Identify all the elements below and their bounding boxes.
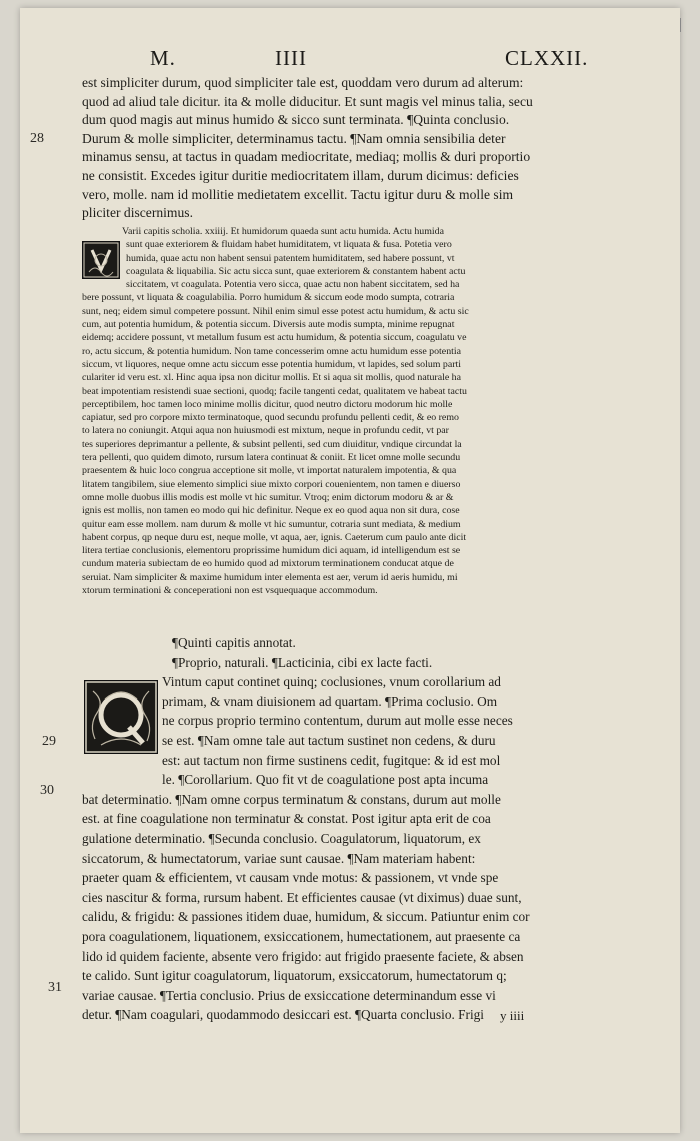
text-line: praesentem & huic loco congrua acceptione sit molle, vt importat naturalem impotentia, & qua [82,465,457,477]
text-line: cum, aut potentia humidum, & potentia siccum. Diversis aute modis sumpta, minime repugnat [82,319,455,331]
text-line: ne corpus proprio termino contentum, durum aut molle esse neces [162,713,513,729]
text-line: ne consistit. Excedes igitur duritie mediocritatem illam, durum dicimus: deficies [82,167,519,183]
text-line: cies nascitur & forma, rursum habent. Et efficientes causae (vt diximus) duae sunt, [82,889,522,905]
text-line: pora coagulationem, liquationem, exsiccationem, humectationem, aut praesente ca [82,928,521,944]
section-heading: ¶Quinti capitis annotat. [172,635,296,650]
text-line: ro, actu siccum, & potentia humidum. Non tame concesserim omne actu humidum esse potentia [82,345,461,357]
text-line: bere possunt, vt liquata & coagulabilia. Porro humidum & siccum eode modo sumpta, cotraria [82,292,455,304]
text-line: ¶Proprio, naturali. ¶Lacticinia, cibi ex lacte facti. [172,654,433,670]
text-line: le. ¶Corollarium. Quo fit vt de coagulatione post apta incuma [162,772,489,788]
header-signature: M. [150,46,176,70]
text-line: gulatione determinatio. ¶Secunda conclusio. Coagulatorum, liquatorum, ex [82,830,481,846]
text-line: litatem tangibilem, siue elemento simplici siue mixto corpori couenientem, non tamen e diuerso [82,478,461,490]
corner-mark [680,18,681,32]
signature-mark: y iiii [500,1008,525,1023]
header-folio-number: CLXXII. [505,46,589,70]
margin-number-29: 29 [42,734,56,749]
text-line: eidemq; accidere possunt, vt metallum fusum est actu humidum, & potentia siccum, coagulatu ve [82,332,467,344]
text-line: primam, & vnam diuisionem ad quartam. ¶Prima coclusio. Om [162,693,498,709]
scholia-text [82,225,612,597]
text-line: te calido. Sunt igitur coagulatorum, liquatorum, exsiccatorum, humectatorum q; [82,968,507,984]
text-line: capiatur, sed pro corpore mixto terminatoque, quod secundu profundu pellenti cedit, & eo remo [82,412,459,424]
text-line: tera pellenti, quo quidem dimoto, rursum latera continuat & coniit. Et licet omne molle secundu [82,452,461,464]
text-line: culariter id veru est. xl. Hinc aqua ipsa non dicitur mollis. Et si aqua sit mollis, quod naturale ha [82,372,462,384]
text-line: cundum materia subiectam de eo humido quod ad mixtorum terminationem conducat atque de [82,558,454,570]
text-line: quod ad aliud tale dicitur. ita & molle diducitur. Et sunt magis vel minus talia, secu [82,93,533,109]
text-line: est. at fine coagulatione non terminatur & constat. Post igitur apta erit de coa [82,811,491,827]
text-line: est simpliciter durum, quod simpliciter tale est, quoddam vero durum ad alterum: [82,75,524,90]
text-line: habent corpus, qp neque duru est, neque molle, vt aqua, aer, ignis. Caeterum cum paulo ante dicit [82,531,467,543]
text-line: calidu, & frigidu: & passiones itidem duae, humidum, & siccum. Patiuntur enim cor [82,909,530,925]
text-line: perceptibilem, hoc tamen loco minime mollis dicitur, quod neutro dictoru modorum hic molle [82,398,453,410]
book-page [20,8,680,1133]
text-line: siccum, vt liquores, neque omne actu siccum esse potentia humidum, vt lapides, sed solum parti [82,358,462,370]
text-line: variae causae. ¶Tertia conclusio. Prius de exsiccatione determinandum esse vi [82,987,496,1003]
text-line: dum quod magis aut minus humido & sicco sunt terminata. ¶Quinta conclusio. [82,112,510,128]
main-text-upper [82,74,612,223]
text-line: Vintum caput continet quinq; coclusiones, vnum corollarium ad [162,674,501,690]
margin-number-30: 30 [40,783,54,798]
text-line: quitur eam esse mollem. nam durum & molle vt hic sumuntur, cotraria sunt mediata, & medium [82,518,461,530]
text-line: minamus sensu, at tactus in quadam mediocritate, mediaq; mollis & duri proportio [82,149,531,165]
text-line: beat impotentiam resistendi suae sectioni, quodq; facile tangenti cedat, qualitatem ve habeat tactu [82,385,467,397]
header-book-number: IIII [275,46,307,70]
margin-number-28: 28 [30,131,44,146]
text-line: siccitatem, vt coagulata. Potentia vero sicca, quae actu non habent siccitatem, sed ha [126,279,460,291]
text-line: lido id quidem faciente, absente vero frigido: aut frigido praesente faciete, & absen [82,948,524,964]
text-line: pliciter discernimus. [82,205,193,221]
text-line: omne molle duobus illis modis est molle vt hic sumitur. Vtroq; enim dictorum modoru & ar & [82,491,454,503]
text-line: Durum & molle simpliciter, determinamus tactu. ¶Nam omnia sensibilia deter [82,130,506,146]
text-line: siccatorum, & humectatorum, variae sunt causae. ¶Nam materiam habent: [82,850,476,866]
text-line: Varii capitis scholia. xxiiij. Et humidorum quaeda sunt actu humida. Actu humida [122,226,444,237]
text-line: sunt quae exteriorem & fluidam habet humiditatem, vt liquata & fusa. Potetia vero [126,239,452,251]
text-line: tes superiores deprimantur a pellente, & subsint pellenti, sed cum diuiditur, vndique circundat la [82,438,462,450]
text-line: se est. ¶Nam omne tale aut tactum sustinet non cedens, & duru [162,732,496,748]
text-line: seruiat. Nam simpliciter & maxime humidum inter elementa est aer, verum id aeris humidu, mi [82,571,458,583]
text-line: sunt, neq; eidem simul competere possunt. Nihil enim simul esse potest actu humidum, & actu sic [82,305,469,317]
text-line: xtorum terminationi & conceperationi non est vsquequaque accommodum. [82,585,378,597]
main-text-lower [82,633,612,1025]
text-line: vero, molle. nam id mollitie medietatem excellit. Tactu igitur duru & molle sim [82,186,514,202]
text-line: ignis est mollis, non tamen eo modo qui hic definitur. Neque ex eo quod aqua non sit dura, cose [82,505,460,517]
text-line: coagulata & liquabilia. Sic actu sicca sunt, quae exteriorem & constantem habent actu [126,265,466,277]
text-line: detur. ¶Nam coagulari, quodammodo desiccari est. ¶Quarta conclusio. Frigi [82,1007,484,1023]
text-line: humida, quae actu non habent sensui patentem humiditatem, sed habere possunt, vt [126,252,455,264]
text-line: to latera no coniungit. Atqui aqua non huiusmodi est mixtum, neque in profundu cedit, vt par [82,425,449,437]
text-line: praeter quam & efficientem, vt causam vnde motus: & passionem, vt vnde spe [82,870,499,886]
margin-number-31: 31 [48,980,62,995]
text-line: bat determinatio. ¶Nam omne corpus terminatum & constans, durum aut molle [82,791,501,807]
text-line: litera tertiae conclusionis, elementoru proprissime humidum dici aquam, id intelligendum est se [82,545,461,557]
text-line: est: aut tactum non firme sustinens cedit, fugitque: & id est mol [162,752,501,768]
